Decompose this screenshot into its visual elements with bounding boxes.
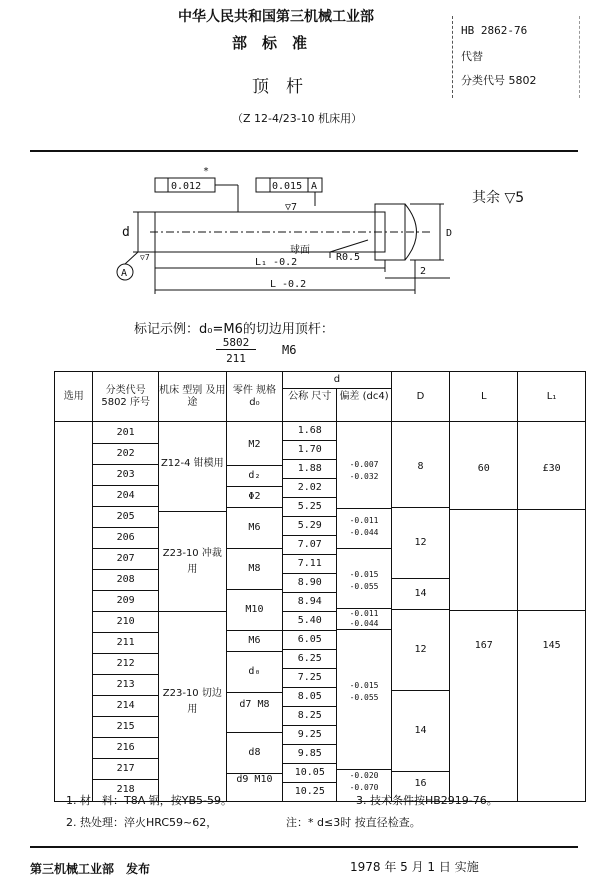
size: 8.25 <box>283 707 336 726</box>
header-rule <box>30 150 578 152</box>
dev: -0.011 -0.044 <box>337 509 390 549</box>
size: 7.07 <box>283 536 336 555</box>
seq: 201 <box>93 423 158 444</box>
size: 5.40 <box>283 612 336 631</box>
seq: 218 <box>116 784 135 795</box>
part: d9 M10 <box>236 774 273 785</box>
runout-value: 0.015 <box>272 181 303 192</box>
star-mark: * <box>203 166 210 177</box>
col-d-nominal: 公称 尺寸 <box>283 389 337 421</box>
seq: 216 <box>93 738 158 759</box>
L-cell <box>450 422 518 802</box>
note-star: 注：* d≤3时 按直径检查。 <box>286 816 421 829</box>
dev: -0.015 -0.055 <box>337 549 390 609</box>
L1-value: 145 <box>542 639 561 651</box>
part: M6 <box>227 508 282 549</box>
size: 6.25 <box>283 650 336 669</box>
D-cell <box>391 422 450 802</box>
page-title: 顶 杆 <box>252 77 303 97</box>
example-denominator: 211 <box>226 352 246 365</box>
replaces-label: 代替 <box>461 50 483 63</box>
seq: 207 <box>93 549 158 570</box>
size: 6.05 <box>283 631 336 650</box>
seq: 205 <box>93 507 158 528</box>
size: 5.25 <box>283 498 336 517</box>
dim-L1: L₁ -0.2 <box>255 257 298 268</box>
machine-1: Z12-4 钳模用 <box>159 432 226 512</box>
col-d <box>283 372 391 422</box>
L1-value: £30 <box>518 429 585 510</box>
dim-2: 2 <box>420 266 427 277</box>
D-value: 12 <box>392 610 450 691</box>
size: 2.02 <box>283 479 336 498</box>
dev: -0.007 -0.032 <box>337 429 390 509</box>
seq: 203 <box>93 465 158 486</box>
seq: 215 <box>93 717 158 738</box>
dim-d: d <box>122 225 130 240</box>
seq: 202 <box>93 444 158 465</box>
seq: 206 <box>93 528 158 549</box>
note-heat: 2. 热处理：淬火HRC59~62， <box>66 816 218 829</box>
D-value: 14 <box>392 579 450 610</box>
size: 10.25 <box>294 786 325 797</box>
col-d-label: d <box>283 372 390 389</box>
dim-d-sym: ▽7 <box>140 253 150 262</box>
spec-table <box>54 371 586 802</box>
ministry-name: 中华人民共和国第三机械工业部 <box>178 9 374 25</box>
size: 9.25 <box>283 726 336 745</box>
publisher: 第三机械工业部 发布 <box>30 862 151 876</box>
col-L: L <box>450 372 518 422</box>
seq: 204 <box>93 486 158 507</box>
standard-code: HB 2862-76 <box>461 24 528 37</box>
col-machine: 机床 型别 及用途 <box>158 372 226 422</box>
class-code: 分类代号 5802 <box>461 74 537 87</box>
size: 8.90 <box>283 574 336 593</box>
D-value: 8 <box>392 427 450 508</box>
L1-cell <box>518 422 586 802</box>
col-class: 分类代号 5802 序号 <box>93 372 159 422</box>
col-select: 选用 <box>55 372 93 422</box>
size: 5.29 <box>283 517 336 536</box>
select-cell <box>55 422 93 802</box>
size: 1.88 <box>283 460 336 479</box>
dev: -0.011 -0.044 <box>337 609 390 630</box>
dim-L: L -0.2 <box>270 279 307 290</box>
datum-circle-letter: A <box>121 268 128 279</box>
standard-code-box <box>452 16 580 98</box>
seq: 217 <box>93 759 158 780</box>
machine-cell <box>158 422 226 802</box>
size: 7.25 <box>283 669 336 688</box>
seq: 212 <box>93 654 158 675</box>
part-drawing <box>0 160 600 310</box>
dev: -0.015 -0.055 <box>337 630 390 770</box>
size: 1.70 <box>283 441 336 460</box>
standard-type: 部 标 准 <box>232 34 308 52</box>
part: d8 <box>227 733 282 774</box>
part-cell <box>226 422 282 802</box>
footer-rule <box>30 846 578 848</box>
col-part: 零件 规格 d₀ <box>226 372 282 422</box>
part: M6 <box>227 631 282 652</box>
size: 9.85 <box>283 745 336 764</box>
part: M10 <box>227 590 282 631</box>
col-d-dev: 偏差 (dc4) <box>339 391 389 402</box>
datum-letter: A <box>311 181 318 192</box>
page-subtitle: （Z 12-4/23-10 机床用） <box>232 112 363 125</box>
seq: 213 <box>93 675 158 696</box>
part: d7 M8 <box>227 693 282 733</box>
D-value: 16 <box>414 778 427 789</box>
example-suffix: M6 <box>282 343 297 357</box>
seq: 214 <box>93 696 158 717</box>
L-value: 60 <box>450 429 517 510</box>
marking-example: 标记示例：d₀=M6的切边用顶杆： <box>134 322 334 337</box>
machine-2: Z23-10 冲裁用 <box>159 512 226 612</box>
D-value: 14 <box>392 691 450 772</box>
roughness-note: 其余 ▽5 <box>472 190 525 206</box>
size: 10.05 <box>283 764 336 783</box>
seq: 210 <box>93 612 158 633</box>
example-numerator: 5802 <box>216 336 256 350</box>
ball-label: 球面 <box>290 245 310 256</box>
size-cell <box>283 422 337 802</box>
seq: 209 <box>93 591 158 612</box>
machine-3: Z23-10 切边用 <box>162 687 222 715</box>
radius-label: R0.5 <box>336 252 361 263</box>
D-value: 12 <box>392 508 450 579</box>
col-D: D <box>391 372 450 422</box>
dim-D: D <box>446 228 453 239</box>
flatness-value: 0.012 <box>171 181 202 192</box>
dev: -0.020 -0.070 <box>349 771 379 792</box>
seq: 208 <box>93 570 158 591</box>
surface-mark: ▽7 <box>285 202 298 213</box>
effective-date: 1978 年 5 月 1 日 实施 <box>350 860 479 874</box>
part: d₂ <box>227 466 282 487</box>
dev-cell <box>337 422 391 802</box>
L-value: 167 <box>474 639 493 651</box>
seq: 211 <box>93 633 158 654</box>
seq-cell <box>93 422 159 802</box>
note-technical: 3. 技术条件按HB2919-76。 <box>356 794 498 807</box>
size: 8.05 <box>283 688 336 707</box>
part: d₀ <box>227 652 282 693</box>
part: M8 <box>227 549 282 590</box>
col-L1: L₁ <box>518 372 586 422</box>
size: 8.94 <box>283 593 336 612</box>
size: 7.11 <box>283 555 336 574</box>
part: Φ2 <box>227 487 282 508</box>
part: M2 <box>227 425 282 466</box>
size: 1.68 <box>283 422 336 441</box>
note-material: 1. 材 料：T8A 钢，按YB5-59。 <box>66 794 232 807</box>
